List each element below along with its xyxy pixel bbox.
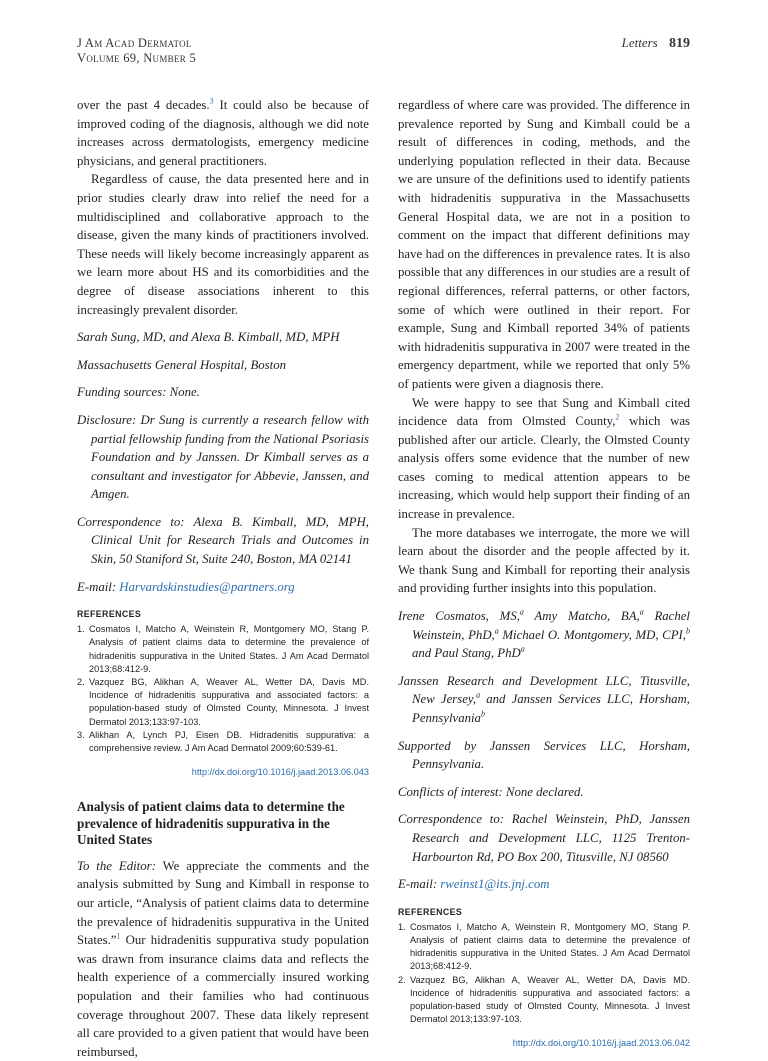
text-run: over the past 4 decades. [77, 98, 210, 112]
reference-item [398, 921, 690, 974]
author-names [398, 607, 690, 663]
paragraph: Regardless of cause, the data presented here and in prior studies clearly draw into relief the need for a multidisciplined and collaborative approach to the disease, given the many kinds of practitioners involved. These needs will likely become increasingly apparent as we learn more about HS and its comorbidities and the degree of disease associations inherent to this increasingly prevalent disorder. [77, 172, 369, 317]
funding-statement: Funding sources: None. [77, 385, 200, 400]
author: and Paul Stang, PhD [412, 646, 521, 661]
reference-number: 1. [398, 921, 406, 932]
article-title: Analysis of patient claims data to determine the prevalence of hidradenitis suppurativa in the United States [77, 799, 345, 848]
author: Amy Matcho, BA, [523, 609, 640, 624]
journal-volume: Volume 69, Number 5 [77, 51, 197, 65]
conflicts-statement: Conflicts of interest: None declared. [398, 784, 584, 799]
citation-link[interactable]: 3 [209, 96, 214, 106]
reference-number: 2. [77, 677, 85, 688]
support-statement: Supported by Janssen Services LLC, Horsham, Pennsylvania. [398, 738, 690, 772]
references-heading: REFERENCES [77, 609, 142, 620]
paragraph [398, 394, 690, 524]
author-affiliation: Massachusetts General Hospital, Boston [77, 357, 287, 372]
doi-link[interactable]: http://dx.doi.org/10.1016/j.jaad.2013.06.043 [191, 767, 369, 778]
doi-link[interactable]: http://dx.doi.org/10.1016/j.jaad.2013.06.042 [512, 1038, 690, 1049]
references-heading: REFERENCES [398, 906, 463, 917]
paragraph: regardless of where care was provided. The difference in prevalence reported by Sung and Kimball could be a result of differences in coding, methods, and the underlying population reflected in their data. Because we are unsure of the definitions used to identify patients with hidradenitis suppurativa in the Massachusetts General Hospital data, we are not in a position to comment on the impact that different definitions may have had on the differences in prevalence rates. It is also possible that any differences in our studies are a result of regional differences, referral patterns, or other factors, some of which were outlined in their report. For example, Sung and Kimball reported 34% of patients with hidradenitis suppurativa in 2007 were treated in the emergency department, while we reported that only 5% of patients were given a diagnosis there. [398, 98, 690, 391]
email-link[interactable]: Harvardskinstudies@partners.org [119, 579, 295, 594]
author: Michael O. Montgomery, MD, CPI, [498, 627, 686, 642]
email-line [398, 875, 690, 894]
running-head-journal [77, 36, 196, 66]
reference-item [398, 974, 690, 1027]
journal-name: J Am Acad Dermatol [77, 36, 192, 50]
affiliation-marker: a [639, 607, 644, 617]
affiliation-text: Janssen Research and Development LLC, Titusville, New Jersey, [398, 673, 690, 707]
reference-list [77, 623, 369, 755]
author: Irene Cosmatos, MS, [398, 609, 520, 624]
reference-number: 3. [77, 729, 85, 740]
reference-item [77, 729, 369, 755]
running-head-page [622, 35, 690, 52]
correspondence: Correspondence to: Rachel Weinstein, PhD, Janssen Research and Development LLC, 1125 Trenton-Harbourton Rd, PO Box 200, Titusville, NJ 08560 [398, 812, 690, 864]
reference-item [77, 623, 369, 676]
affiliation-marker: a [476, 691, 481, 701]
reference-text: Vazquez BG, Alikhan A, Weaver AL, Wetter DA, Davis MD. Incidence of hidradenitis suppurativa and associated factors: a population-based study of Olmsted County, Minnesota. J Invest Dermatol 2013;133:97-103. [410, 974, 690, 1025]
correspondence: Correspondence to: Alexa B. Kimball, MD, MPH, Clinical Unit for Research Trials and Outcomes in Skin, 50 Staniford St, Suite 240, Boston, MA 02141 [77, 514, 369, 567]
paragraph: The more databases we interrogate, the more we will learn about the disorder and the people affected by it. We thank Sung and Kimball for reporting their analysis and providing further insights into this population. [398, 525, 690, 596]
email-label: E-mail: [398, 877, 441, 892]
salutation: To the Editor: [77, 858, 156, 873]
affiliation-marker: b [480, 709, 485, 719]
email-link[interactable]: rweinst1@its.jnj.com [440, 877, 550, 892]
citation-link[interactable]: 1 [116, 931, 121, 941]
author: Rachel Weinstein, PhD, [412, 609, 690, 642]
reference-list [398, 921, 690, 1027]
affiliation-marker: a [519, 607, 524, 617]
text-run: It could also be because of improved coding of the diagnosis, although we did note increases across dermatologists, emergency medicine physicians, and general practitioners. [77, 98, 369, 168]
right-column [398, 96, 690, 1048]
affiliation-marker: a [494, 626, 499, 636]
reference-text: Vazquez BG, Alikhan A, Weaver AL, Wetter DA, Davis MD. Incidence of hidradenitis suppurativa and associated factors: a population-based study of Olmsted County, Minnesota. J Invest Dermatol 2013;133:97-103. [89, 677, 369, 727]
section-name: Letters [621, 35, 658, 50]
reference-number: 2. [398, 974, 406, 985]
affiliation-marker: a [520, 644, 525, 654]
text-run: which was published after our article. Clearly, the Olmsted County analysis offers some evidence that the number of new cases coming to medical attention appears to be increasing, which would help support their finding of an increase in prevalence. [398, 414, 690, 522]
page-number: 819 [669, 36, 690, 51]
paragraph [77, 857, 369, 1061]
reference-text: Alikhan A, Lynch PJ, Eisen DB. Hidradenitis suppurativa: a comprehensive review. J Am Acad Dermatol 2009;60:539-61. [89, 729, 369, 754]
disclosure-statement: Disclosure: Dr Sung is currently a research fellow with partial fellowship funding from the National Psoriasis Foundation and by Janssen. Dr Kimball serves as a consultant and investigator for Abbevie, Janssen, and Amgen. [77, 412, 369, 502]
reference-text: Cosmatos I, Matcho A, Weinstein R, Montgomery MO, Stang P. Analysis of patient claims data to determine the prevalence of hidradenitis suppurativa in the United States. J Am Acad Dermatol 2013;68:412-9. [410, 921, 690, 972]
text-run: We were happy to see that Sung and Kimball cited incidence data from Olmsted County, [398, 395, 690, 429]
author-affiliation [398, 672, 690, 728]
text-run: We appreciate the comments and the analysis submitted by Sung and Kimball in response to our article, “Analysis of patient claims data to determine the prevalence of hidradenitis suppurativa in the United States.” [77, 858, 369, 948]
email-line [77, 578, 369, 597]
affiliation-marker: b [686, 626, 690, 636]
author-names: Sarah Sung, MD, and Alexa B. Kimball, MD, MPH [77, 330, 340, 345]
reference-item [77, 676, 369, 729]
left-column [77, 96, 369, 1061]
paragraph [77, 96, 369, 170]
reference-text: Cosmatos I, Matcho A, Weinstein R, Montgomery MO, Stang P. Analysis of patient claims data to determine the prevalence of hidradenitis suppurativa in the United States. J Am Acad Dermatol 2013;68:412-9. [89, 624, 369, 674]
affiliation-text: and Janssen Services LLC, Horsham, Pennsylvania [412, 692, 690, 725]
reference-number: 1. [77, 624, 85, 635]
citation-link[interactable]: 2 [615, 412, 620, 422]
email-label: E-mail: [77, 579, 120, 594]
text-run: Our hidradenitis suppurativa study population was drawn from insurance claims data and reflects the health experience of a commercially insured working population and their families who had continuous coverage throughout 2007. These data likely represent all care provided to a given patient that would have been reimbursed, [77, 933, 369, 1059]
